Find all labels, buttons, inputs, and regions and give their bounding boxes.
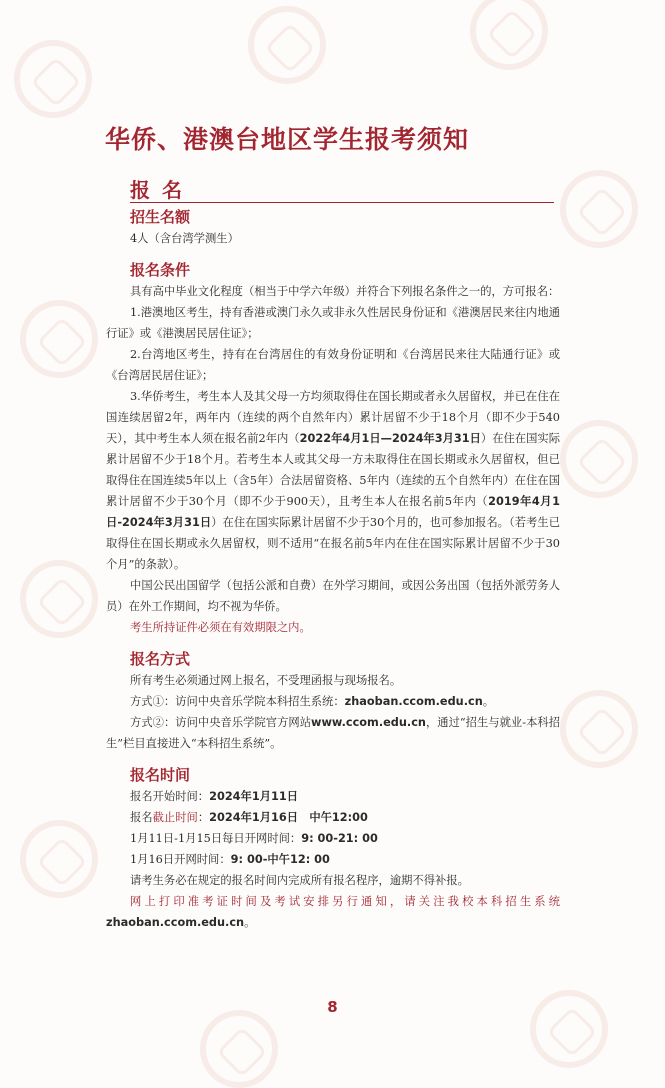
method-line-2: 方式①：访问中央音乐学院本科招生系统：zhaoban.ccom.edu.cn。 — [130, 695, 495, 708]
date-range-5yr: 2019年4月1日-2024年3月31日 — [106, 495, 560, 529]
method-line-3: 方式②：访问中央音乐学院官方网站www.ccom.edu.cn，通过“招生与就业-本科招生”栏目直接进入“本科招生系统”。 — [106, 716, 560, 750]
content-body — [106, 206, 560, 933]
condition-item-1: 1.港澳地区考生，持有香港或澳门永久或非永久性居民身份证和《港澳居民来往内地通行证》或《港澳居民居住证》； — [106, 306, 560, 340]
enrollment-system-link[interactable]: zhaoban.ccom.edu.cn — [344, 695, 483, 708]
official-site-link[interactable]: www.ccom.edu.cn — [311, 716, 426, 729]
conditions-intro: 具有高中毕业文化程度（相当于中学六年级）并符合下列报名条件之一的，方可报名： — [130, 285, 560, 298]
section-title: 报名 — [130, 178, 194, 202]
conditions-heading: 报名条件 — [130, 261, 191, 279]
time-heading: 报名时间 — [130, 766, 191, 784]
time-last-day: 1月16日开网时间：9: 00-中午12: 00 — [130, 853, 330, 866]
time-end: 报名截止时间：2024年1月16日 中午12:00 — [130, 811, 368, 824]
condition-item-3: 3.华侨考生，考生本人及其父母一方均须取得住在国长期或者永久居留权，并已在住在国连续居留2年，两年内（连续的两个自然年内）累计居留不少于18个月（即不少于540天），其中考生本人须在报名前2年内（2022年4月1日—2024年3月31日）在住在国实际累计居留不少于18个月。若考生本人或其父母一方未取得住在国长期或永久居留权，但已取得住在国连续5年以上（含5年）合法居留资格、5年内（连续的五个自然年内）在住在国累计居留不少于30个月（即不少于900天），且考生本人在报名前5年内（2019年4月1日-2024年3月31日）在住在国实际累计居留不少于30个月的，也可参加报名。（若考生已取得住在国长期或永久居留权，则不适用“在报名前5年内在住在国实际累计居留不少于30个月”的条款）。 — [106, 390, 561, 571]
time-start: 报名开始时间：2024年1月11日 — [130, 790, 299, 803]
conditions-note: 中国公民出国留学（包括公派和自费）在外学习期间，或因公务出国（包括外派劳务人员）在外工作期间，均不视为华侨。 — [106, 579, 560, 613]
time-daily: 1月11日-1月15日每日开网时间：9: 00-21: 00 — [130, 832, 378, 845]
date-range-2yr: 2022年4月1日—2024年3月31日 — [299, 432, 481, 445]
page-title: 华侨、港澳台地区学生报考须知 — [105, 125, 470, 154]
section-header — [130, 174, 554, 203]
conditions-warning: 考生所持证件必须在有效期限之内。 — [130, 621, 311, 634]
time-notice: 网上打印准考证时间及考试安排另行通知，请关注我校本科招生系统zhaoban.ccom.edu.cn。 — [106, 895, 560, 929]
condition-item-2: 2.台湾地区考生，持有在台湾居住的有效身份证明和《台湾居民来往大陆通行证》或《台湾居民居住证》； — [106, 348, 560, 382]
time-reminder: 请考生务必在规定的报名时间内完成所有报名程序，逾期不得补报。 — [130, 874, 469, 887]
page-number: 8 — [327, 998, 338, 1016]
quota-text: 4人（含台湾学测生） — [130, 232, 239, 245]
quota-heading: 招生名额 — [130, 208, 191, 226]
notice-system-link[interactable]: zhaoban.ccom.edu.cn — [106, 916, 245, 929]
method-line-1: 所有考生必须通过网上报名，不受理函报与现场报名。 — [130, 674, 402, 687]
method-heading: 报名方式 — [130, 650, 191, 668]
